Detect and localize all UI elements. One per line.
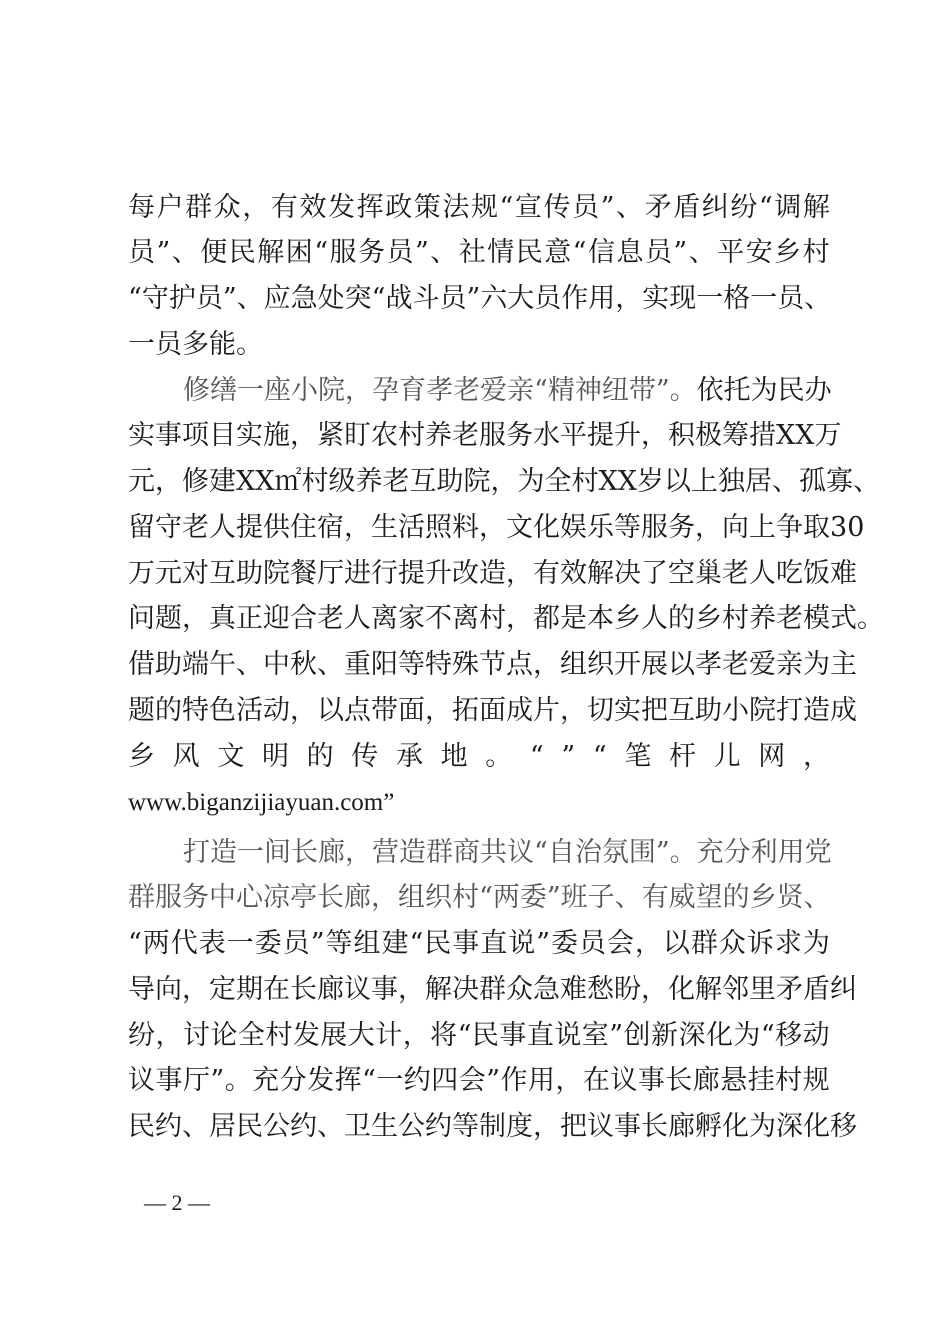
paragraph-line: 实 事 项 目 实 施 ， 紧 盯 农 村 养 老 服 务 水 平 提 升 ， 积 极 筹 措 X X 万 bbox=[128, 420, 842, 451]
paragraph-line: 民 约 、 居 民 公 约 、 卫 生 公 约 等 制 度 ， 把 议 事 长 廊 孵 化 为 深 化 移 bbox=[128, 1111, 857, 1142]
paragraph-line: 员 ” 、 便 民 解 困 “ 服 务 员 ” 、 社 情 民 意 “ 信 息 员 ” 、 平 安 乡 村 bbox=[128, 237, 830, 268]
section-heading-line: 打 造 一 间 长 廊 ， 营 造 群 商 共 议 “ 自 治 氛 围 ” 。 充 分 利 用 党 bbox=[183, 837, 832, 868]
paragraph-line: “ 两 代 表 一 委 员 ” 等 组 建 “ 民 事 直 说 ” 委 员 会 ， 以 群 众 诉 求 为 bbox=[128, 928, 830, 959]
paragraph-line: 导 向 ， 定 期 在 长 廊 议 事 ， 解 决 群 众 急 难 愁 盼 ， 化 解 邻 里 矛 盾 纠 bbox=[128, 974, 857, 1005]
paragraph-line: 借 助 端 午 、 中 秋 、 重 阳 等 特 殊 节 点 ， 组 织 开 展 以 孝 老 爱 亲 为 主 bbox=[128, 649, 857, 680]
page-number: — 2 — bbox=[144, 1190, 210, 1215]
source-url: www.biganzijiayuan.com” bbox=[128, 789, 395, 816]
paragraph-line: 元 ， 修 建 X X ㎡ 村 级 养 老 互 助 院 ， 为 全 村 X X 岁 以 上 独 居 、 孤 寡 、 bbox=[128, 466, 880, 497]
paragraph-line: 每 户 群 众 ， 有 效 发 挥 政 策 法 规 “ 宣 传 员 ” 、 矛 盾 纠 纷 “ 调 解 bbox=[128, 192, 830, 223]
paragraph-line: 题 的 特 色 活 动 ， 以 点 带 面 ， 拓 面 成 片 ， 切 实 把 互 助 小 院 打 造 成 bbox=[128, 695, 857, 726]
paragraph-line: 纷 ， 讨 论 全 村 发 展 大 计 ， 将 “ 民 事 直 说 室 ” 创 新 深 化 为 “ 移 动 bbox=[128, 1020, 830, 1051]
paragraph-line: 一员多能。 bbox=[128, 329, 263, 360]
section-heading-line: 修 缮 一 座 小 院 ， 孕 育 孝 老 爱 亲 “ 精 神 纽 带 ” 。 依 托 为 民 办 bbox=[183, 375, 832, 406]
paragraph-line: 议 事 厅 ” 。 充 分 发 挥 “ 一 约 四 会 ” 作 用 ， 在 议 事 长 廊 悬 挂 村 规 bbox=[128, 1065, 830, 1096]
paragraph-line: 乡 风 文 明 的 传 承 地 。 “ ” “ 笔 杆 儿 网 ， bbox=[128, 741, 830, 772]
paragraph-line: 万 元 对 互 助 院 餐 厅 进 行 提 升 改 造 ， 有 效 解 决 了 空 巢 老 人 吃 饭 难 bbox=[128, 558, 857, 589]
paragraph-line: 留 守 老 人 提 供 住 宿 ， 生 活 照 料 ， 文 化 娱 乐 等 服 务 ， 向 上 争 取 3 0 bbox=[128, 512, 865, 543]
paragraph-line: 问 题 ， 真 正 迎 合 老 人 离 家 不 离 村 ， 都 是 本 乡 人 的 乡 村 养 老 模 式 。 bbox=[128, 603, 884, 634]
paragraph-line: “ 守 护 员 ” 、 应 急 处 突 “ 战 斗 员 ” 六 大 员 作 用 ， 实 现 一 格 一 员 、 bbox=[128, 283, 832, 314]
paragraph-line: 群 服 务 中 心 凉 亭 长 廊 ， 组 织 村 “ 两 委 ” 班 子 、 有 威 望 的 乡 贤 、 bbox=[128, 882, 831, 913]
